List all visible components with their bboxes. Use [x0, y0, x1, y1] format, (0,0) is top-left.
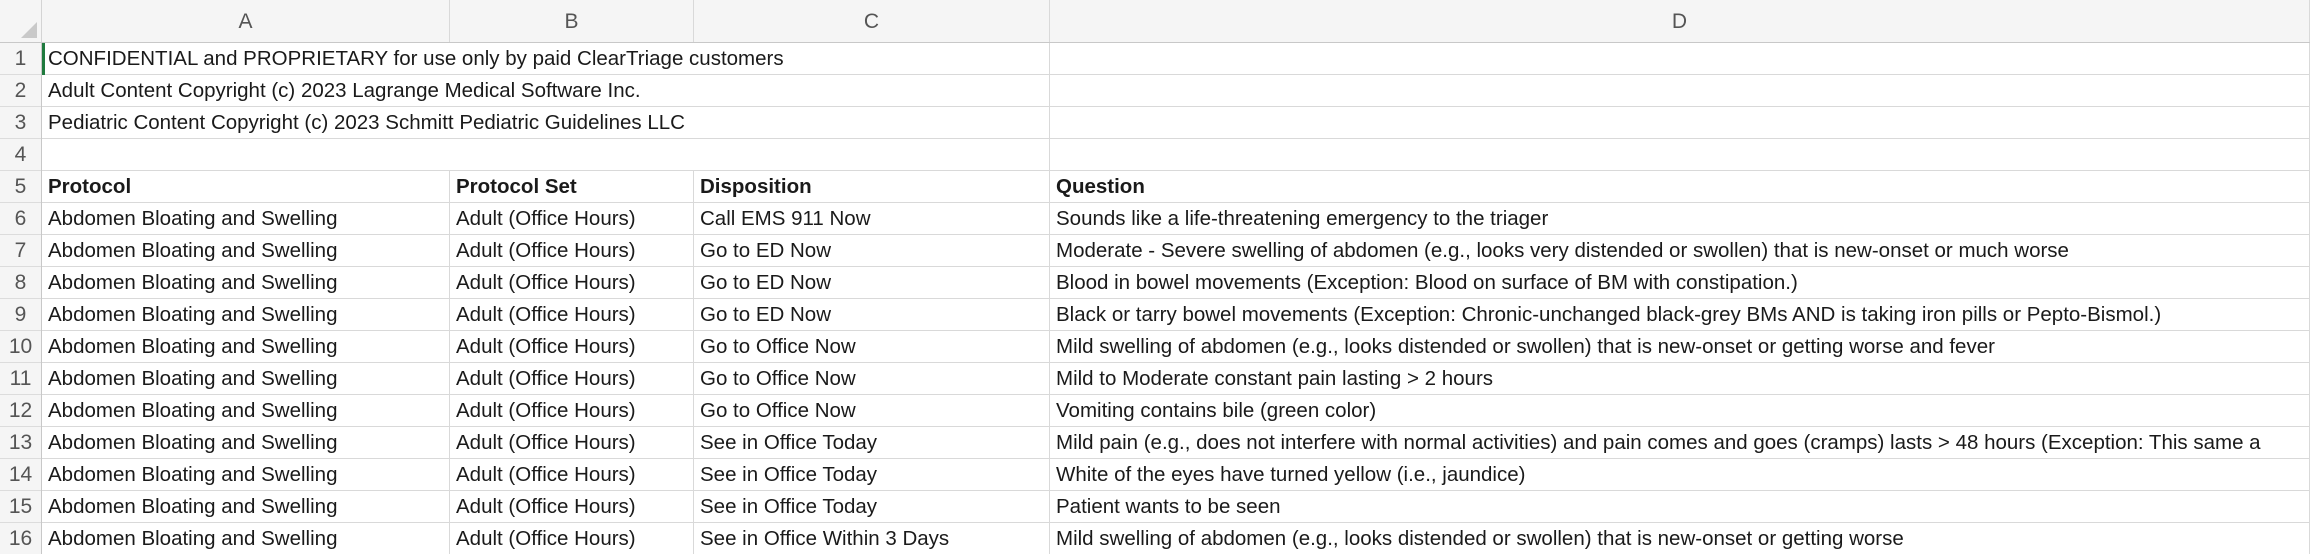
- table-row: [42, 203, 2310, 235]
- table-row: [42, 299, 2310, 331]
- header-cell-protocol-set[interactable]: Protocol Set: [450, 171, 694, 203]
- row-header-4[interactable]: 4: [0, 139, 41, 171]
- question-cell[interactable]: Vomiting contains bile (green color): [1050, 395, 2310, 427]
- row-headers: [0, 43, 42, 554]
- table-row: [42, 491, 2310, 523]
- protocol-cell[interactable]: Abdomen Bloating and Swelling: [42, 395, 450, 427]
- header-cell-disposition[interactable]: Disposition: [694, 171, 1050, 203]
- table-row: [42, 523, 2310, 554]
- protocol-set-cell[interactable]: Adult (Office Hours): [450, 427, 694, 459]
- row-header-14[interactable]: 14: [0, 459, 41, 491]
- question-cell[interactable]: Mild pain (e.g., does not interfere with normal activities) and pain comes and goes (cramps) lasts > 48 hours (Exception: This same a: [1050, 427, 2310, 459]
- disposition-cell[interactable]: See in Office Today: [694, 491, 1050, 523]
- cell-a4[interactable]: [42, 139, 1050, 171]
- header-cell-question[interactable]: Question: [1050, 171, 2310, 203]
- row-header-10[interactable]: 10: [0, 331, 41, 363]
- protocol-cell[interactable]: Abdomen Bloating and Swelling: [42, 523, 450, 554]
- row-header-3[interactable]: 3: [0, 107, 41, 139]
- protocol-set-cell[interactable]: Adult (Office Hours): [450, 299, 694, 331]
- question-cell[interactable]: White of the eyes have turned yellow (i.e., jaundice): [1050, 459, 2310, 491]
- sheet-row-3: [42, 107, 2310, 139]
- disposition-cell[interactable]: Go to Office Now: [694, 331, 1050, 363]
- row-header-7[interactable]: 7: [0, 235, 41, 267]
- cell-d3[interactable]: [1050, 107, 2310, 139]
- disposition-cell[interactable]: See in Office Today: [694, 427, 1050, 459]
- protocol-cell[interactable]: Abdomen Bloating and Swelling: [42, 491, 450, 523]
- row-header-9[interactable]: 9: [0, 299, 41, 331]
- column-header-b[interactable]: B: [450, 0, 694, 42]
- cell-a3[interactable]: Pediatric Content Copyright (c) 2023 Schmitt Pediatric Guidelines LLC: [42, 107, 1050, 139]
- protocol-cell[interactable]: Abdomen Bloating and Swelling: [42, 235, 450, 267]
- protocol-cell[interactable]: Abdomen Bloating and Swelling: [42, 299, 450, 331]
- cell-d1[interactable]: [1050, 43, 2310, 75]
- question-cell[interactable]: Sounds like a life-threatening emergency to the triager: [1050, 203, 2310, 235]
- sheet-row-2: [42, 75, 2310, 107]
- protocol-set-cell[interactable]: Adult (Office Hours): [450, 363, 694, 395]
- question-cell[interactable]: Black or tarry bowel movements (Exception: Chronic-unchanged black-grey BMs AND is taking iron pills or Pepto-Bismol.): [1050, 299, 2310, 331]
- protocol-cell[interactable]: Abdomen Bloating and Swelling: [42, 427, 450, 459]
- protocol-cell[interactable]: Abdomen Bloating and Swelling: [42, 459, 450, 491]
- select-all-triangle-icon: [21, 22, 37, 38]
- disposition-cell[interactable]: Go to ED Now: [694, 299, 1050, 331]
- protocol-set-cell[interactable]: Adult (Office Hours): [450, 395, 694, 427]
- row-header-8[interactable]: 8: [0, 267, 41, 299]
- column-header-a[interactable]: A: [42, 0, 450, 42]
- disposition-cell[interactable]: See in Office Within 3 Days: [694, 523, 1050, 554]
- disposition-cell[interactable]: Go to Office Now: [694, 395, 1050, 427]
- sheet-row-1: [42, 43, 2310, 75]
- row-header-13[interactable]: 13: [0, 427, 41, 459]
- disposition-cell[interactable]: Go to Office Now: [694, 363, 1050, 395]
- question-cell[interactable]: Mild swelling of abdomen (e.g., looks distended or swollen) that is new-onset or getting worse and fever: [1050, 331, 2310, 363]
- protocol-cell[interactable]: Abdomen Bloating and Swelling: [42, 363, 450, 395]
- disposition-cell[interactable]: See in Office Today: [694, 459, 1050, 491]
- disposition-cell[interactable]: Go to ED Now: [694, 235, 1050, 267]
- cell-a1[interactable]: CONFIDENTIAL and PROPRIETARY for use only by paid ClearTriage customers: [42, 43, 1050, 75]
- protocol-set-cell[interactable]: Adult (Office Hours): [450, 267, 694, 299]
- question-cell[interactable]: Moderate - Severe swelling of abdomen (e.g., looks very distended or swollen) that is new-onset or much worse: [1050, 235, 2310, 267]
- active-cell-indicator: [42, 43, 45, 75]
- sheet-row-5: [42, 171, 2310, 203]
- cell-d4[interactable]: [1050, 139, 2310, 171]
- table-row: [42, 395, 2310, 427]
- select-all-corner[interactable]: [0, 0, 42, 43]
- cell-a2[interactable]: Adult Content Copyright (c) 2023 Lagrange Medical Software Inc.: [42, 75, 1050, 107]
- protocol-set-cell[interactable]: Adult (Office Hours): [450, 523, 694, 554]
- question-cell[interactable]: Blood in bowel movements (Exception: Blood on surface of BM with constipation.): [1050, 267, 2310, 299]
- row-header-6[interactable]: 6: [0, 203, 41, 235]
- table-row: [42, 267, 2310, 299]
- table-row: [42, 331, 2310, 363]
- row-header-5[interactable]: 5: [0, 171, 41, 203]
- row-header-11[interactable]: 11: [0, 363, 41, 395]
- table-row: [42, 363, 2310, 395]
- column-header-c[interactable]: C: [694, 0, 1050, 42]
- table-row: [42, 235, 2310, 267]
- header-cell-protocol[interactable]: Protocol: [42, 171, 450, 203]
- disposition-cell[interactable]: Go to ED Now: [694, 267, 1050, 299]
- sheet-row-4: [42, 139, 2310, 171]
- protocol-cell[interactable]: Abdomen Bloating and Swelling: [42, 331, 450, 363]
- column-headers: [42, 0, 2310, 43]
- protocol-set-cell[interactable]: Adult (Office Hours): [450, 203, 694, 235]
- protocol-cell[interactable]: Abdomen Bloating and Swelling: [42, 267, 450, 299]
- row-header-15[interactable]: 15: [0, 491, 41, 523]
- protocol-cell[interactable]: Abdomen Bloating and Swelling: [42, 203, 450, 235]
- protocol-set-cell[interactable]: Adult (Office Hours): [450, 235, 694, 267]
- protocol-set-cell[interactable]: Adult (Office Hours): [450, 491, 694, 523]
- disposition-cell[interactable]: Call EMS 911 Now: [694, 203, 1050, 235]
- table-row: [42, 459, 2310, 491]
- cell-grid: [42, 43, 2310, 554]
- protocol-set-cell[interactable]: Adult (Office Hours): [450, 331, 694, 363]
- cell-d2[interactable]: [1050, 75, 2310, 107]
- question-cell[interactable]: Patient wants to be seen: [1050, 491, 2310, 523]
- question-cell[interactable]: Mild swelling of abdomen (e.g., looks distended or swollen) that is new-onset or getting worse: [1050, 523, 2310, 554]
- row-header-2[interactable]: 2: [0, 75, 41, 107]
- column-header-d[interactable]: D: [1050, 0, 2310, 42]
- table-row: [42, 427, 2310, 459]
- row-header-16[interactable]: 16: [0, 523, 41, 554]
- protocol-set-cell[interactable]: Adult (Office Hours): [450, 459, 694, 491]
- question-cell[interactable]: Mild to Moderate constant pain lasting > 2 hours: [1050, 363, 2310, 395]
- row-header-12[interactable]: 12: [0, 395, 41, 427]
- row-header-1[interactable]: 1: [0, 43, 41, 75]
